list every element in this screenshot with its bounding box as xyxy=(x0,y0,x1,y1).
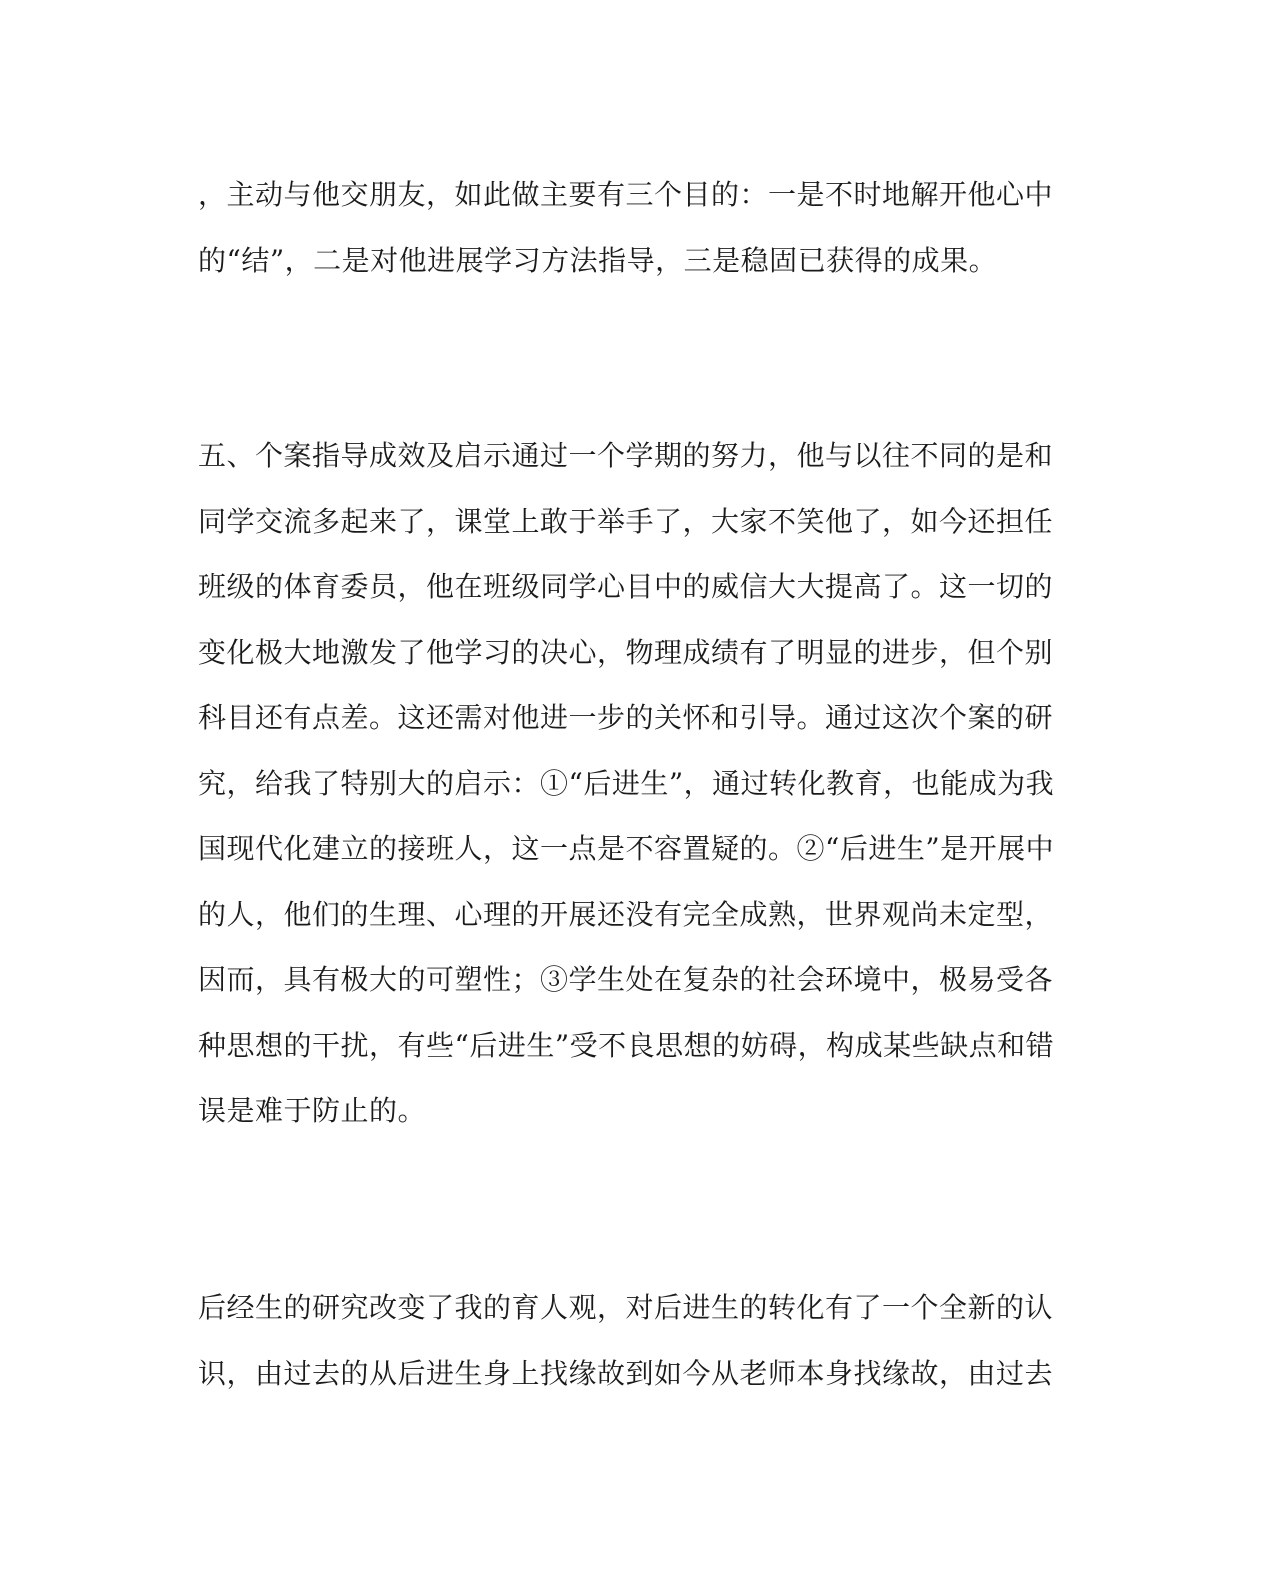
text-line: 的“结”，二是对他进展学习方法指导，三是稳固已获得的成果。 xyxy=(198,243,998,277)
text-line: 科目还有点差。这还需对他进一步的关怀和引导。通过这次个案的研 xyxy=(198,701,1054,734)
paragraph-3 xyxy=(198,1275,1078,1406)
text-line: 五、个案指导成效及启示通过一个学期的努力，他与以往不同的是和 xyxy=(198,439,1054,472)
text-line: 同学交流多起来了，课堂上敢于举手了，大家不笑他了，如今还担任 xyxy=(198,504,1054,538)
text-line: 的人，他们的生理、心理的开展还没有完全成熟，世界观尚未定型， xyxy=(198,897,1054,931)
text-line: ，主动与他交朋友，如此做主要有三个目的：一是不时地解开他心中 xyxy=(198,178,1054,211)
text-line: 班级的体育委员，他在班级同学心目中的威信大大提高了。这一切的 xyxy=(198,570,1054,603)
text-line: 误是难于防止的。 xyxy=(198,1094,427,1127)
text-line: 因而，具有极大的可塑性；③学生处在复杂的社会环境中，极易受各 xyxy=(198,963,1054,996)
text-line: 后经生的研究改变了我的育人观，对后进生的转化有了一个全新的认 xyxy=(198,1291,1054,1324)
text-line: 识，由过去的从后进生身上找缘故到如今从老师本身找缘故，由过去 xyxy=(198,1356,1054,1390)
text-line: 变化极大地激发了他学习的决心，物理成绩有了明显的进步，但个别 xyxy=(198,635,1054,669)
paragraph-2 xyxy=(198,423,1078,1144)
paragraph-1 xyxy=(198,162,1078,293)
text-line: 究，给我了特别大的启示：①“后进生”，通过转化教育，也能成为我 xyxy=(198,766,1055,800)
text-line: 种思想的干扰，有些“后进生”受不良思想的妨碍，构成某些缺点和错 xyxy=(198,1028,1055,1062)
text-line: 国现代化建立的接班人，这一点是不容置疑的。②“后进生”是开展中 xyxy=(198,832,1055,865)
